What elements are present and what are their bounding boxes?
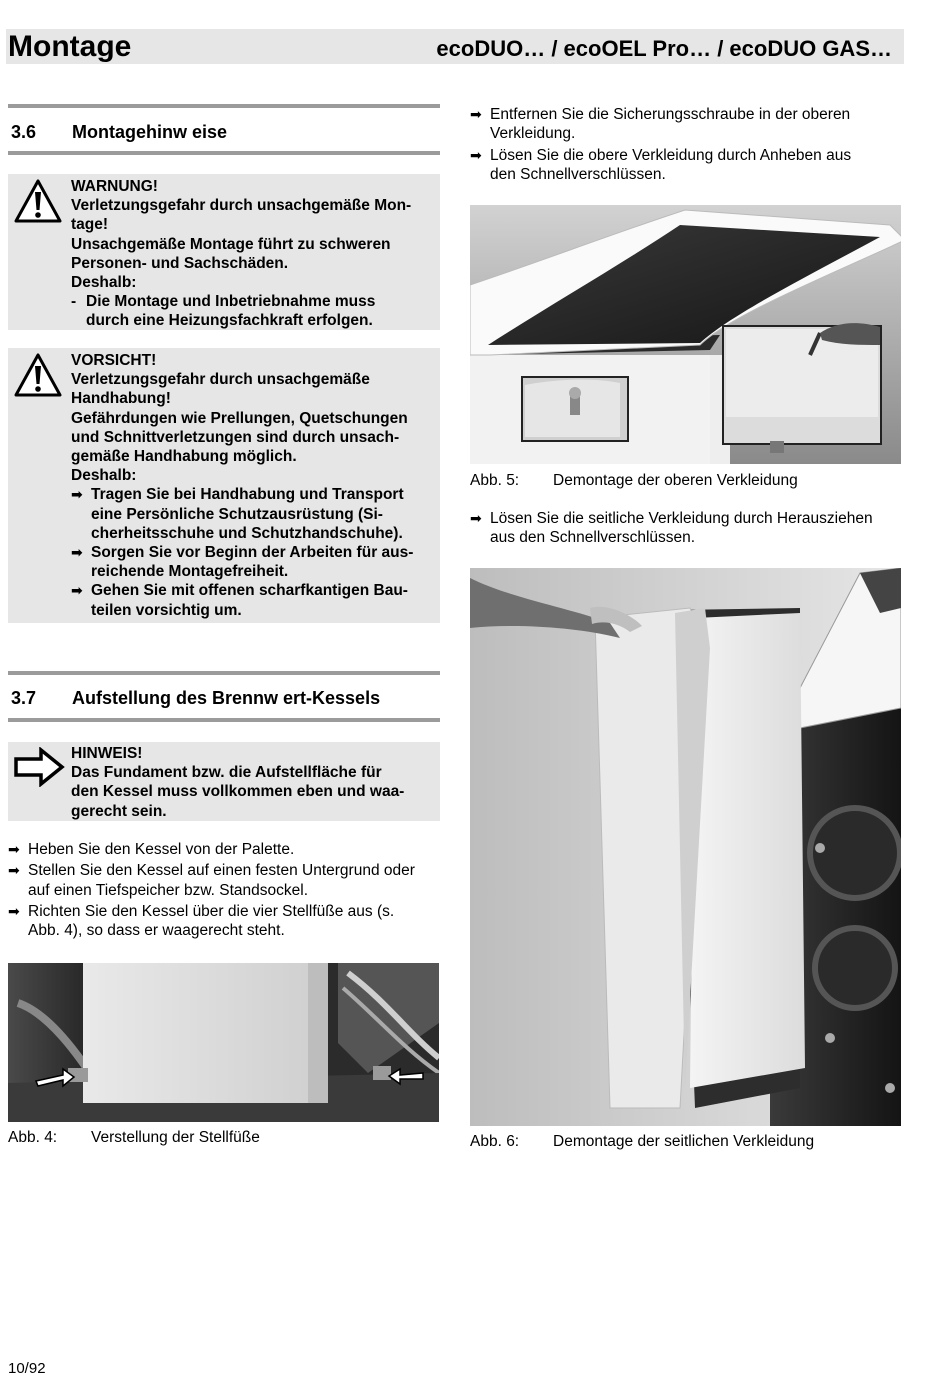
chapter-title: Montage bbox=[8, 30, 132, 63]
step-line: auf einen Tiefspeicher bzw. Standsockel. bbox=[28, 881, 309, 899]
warning-line: Unsachgemäße Montage führt zu schweren bbox=[71, 235, 391, 253]
warning-line: Deshalb: bbox=[71, 274, 137, 292]
figure-5-photo bbox=[470, 205, 901, 464]
step-line: Lösen Sie die obere Verkleidung durch Anheben aus bbox=[490, 146, 852, 164]
arrow-right-icon: ➡ bbox=[470, 106, 482, 122]
step-line: den Schnellverschlüssen. bbox=[490, 165, 666, 183]
page-number: 10/92 bbox=[8, 1360, 46, 1377]
step-line: Stellen Sie den Kessel auf einen festen Untergrund oder bbox=[28, 862, 415, 880]
figure-label: Abb. 6: bbox=[470, 1133, 520, 1150]
figure-6-caption bbox=[470, 1133, 902, 1153]
step-line: Entfernen Sie die Sicherungsschraube in der oberen bbox=[490, 106, 851, 123]
caution-line: Verletzungsgefahr durch unsachgemäße bbox=[71, 371, 370, 389]
figure-caption-text: Demontage der oberen Verkleidung bbox=[553, 472, 798, 489]
arrow-right-icon: ➡ bbox=[8, 862, 20, 879]
section-number: 3.7 bbox=[11, 688, 37, 708]
note-heading: HINWEIS! bbox=[71, 745, 143, 762]
list-item bbox=[470, 509, 910, 548]
figure-5-caption bbox=[470, 472, 902, 492]
list-item bbox=[470, 105, 910, 144]
figure-caption-text: Verstellung der Stellfüße bbox=[91, 1129, 260, 1146]
caution-line: Gehen Sie mit offenen scharfkantigen Bau- bbox=[91, 582, 408, 600]
step-line: aus den Schnellverschlüssen. bbox=[490, 529, 696, 547]
steps-list-right-mid bbox=[470, 509, 910, 550]
section-heading-3-7 bbox=[8, 671, 440, 722]
caution-text bbox=[71, 351, 436, 620]
note-box bbox=[8, 742, 440, 821]
figure-4-caption bbox=[8, 1129, 440, 1149]
step-line: Verkleidung. bbox=[490, 125, 576, 143]
arrow-right-icon: ➡ bbox=[8, 841, 20, 857]
warning-line: Die Montage und Inbetriebnahme muss bbox=[86, 293, 376, 311]
side-cover-illustration bbox=[470, 568, 901, 1126]
caution-box bbox=[8, 348, 440, 623]
caution-line: reichende Montagefreiheit. bbox=[91, 563, 289, 581]
caution-line: Gefährdungen wie Prellungen, Quetschungen bbox=[71, 409, 408, 427]
note-line: gerecht sein. bbox=[71, 802, 167, 820]
list-item bbox=[8, 840, 448, 859]
arrow-right-icon: ➡ bbox=[71, 486, 83, 503]
figure-caption-text: Demontage der seitlichen Verkleidung bbox=[553, 1133, 815, 1150]
steps-list-right-top bbox=[470, 105, 910, 186]
list-item bbox=[8, 902, 448, 941]
figure-label: Abb. 5: bbox=[470, 472, 520, 489]
arrow-right-icon: ➡ bbox=[71, 544, 83, 561]
section-number: 3.6 bbox=[11, 122, 37, 142]
warning-heading: WARNUNG! bbox=[71, 178, 158, 195]
warning-line: tage! bbox=[71, 216, 109, 234]
caution-bullet bbox=[71, 543, 436, 581]
caution-line: Handhabung! bbox=[71, 390, 171, 408]
step-line: Lösen Sie die seitliche Verkleidung durch Herausziehen bbox=[490, 510, 873, 527]
warning-triangle-icon bbox=[13, 352, 63, 398]
step-line: Heben Sie den Kessel von der Palette. bbox=[28, 841, 295, 858]
warning-dash-item bbox=[71, 292, 436, 330]
product-title: ecoDUO… / ecoOEL Pro… / ecoDUO GAS… bbox=[436, 36, 892, 61]
warning-box bbox=[8, 174, 440, 330]
step-line: Richten Sie den Kessel über die vier Stellfüße aus (s. bbox=[28, 902, 395, 920]
caution-heading: VORSICHT! bbox=[71, 352, 157, 369]
section-title: Aufstellung des Brennw ert-Kessels bbox=[72, 688, 381, 708]
arrow-right-outline-icon bbox=[13, 747, 65, 787]
caution-bullet bbox=[71, 581, 436, 619]
note-line: den Kessel muss vollkommen eben und waa- bbox=[71, 783, 405, 801]
figure-label: Abb. 4: bbox=[8, 1129, 58, 1146]
arrow-right-icon: ➡ bbox=[470, 510, 482, 526]
caution-bullet bbox=[71, 485, 436, 543]
caution-line: eine Persönliche Schutzausrüstung (Si- bbox=[91, 505, 383, 523]
warning-text bbox=[71, 177, 436, 331]
arrow-right-icon: ➡ bbox=[470, 146, 482, 163]
caution-line: und Schnittverletzungen sind durch unsach- bbox=[71, 428, 400, 446]
arrow-right-icon: ➡ bbox=[71, 582, 83, 599]
caution-line: Sorgen Sie vor Beginn der Arbeiten für aus- bbox=[91, 544, 414, 562]
note-text bbox=[71, 744, 436, 821]
dash-marker: - bbox=[71, 293, 77, 311]
warning-triangle-icon bbox=[13, 178, 63, 224]
caution-line: cherheitsschuhe und Schutzhandschuhe). bbox=[91, 524, 403, 542]
warning-line: Personen- und Sachschäden. bbox=[71, 254, 289, 272]
caution-line: gemäße Handhabung möglich. bbox=[71, 448, 297, 466]
section-title: Montagehinw eise bbox=[72, 122, 228, 142]
figure-4-photo bbox=[8, 963, 439, 1122]
boiler-feet-illustration bbox=[8, 963, 439, 1122]
note-line: Das Fundament bzw. die Aufstellfläche für bbox=[71, 764, 382, 782]
caution-line: Deshalb: bbox=[71, 467, 137, 485]
caution-line: Tragen Sie bei Handhabung und Transport bbox=[91, 486, 404, 504]
arrow-right-icon: ➡ bbox=[8, 902, 20, 919]
upper-cover-illustration bbox=[470, 205, 901, 464]
warning-line: Verletzungsgefahr durch unsachgemäße Mon- bbox=[71, 197, 412, 215]
list-item bbox=[8, 861, 448, 900]
page-header bbox=[6, 29, 904, 64]
steps-list-3-7 bbox=[8, 840, 448, 942]
step-line: Abb. 4), so dass er waagerecht steht. bbox=[28, 922, 285, 940]
section-heading-3-6 bbox=[8, 104, 440, 155]
caution-line: teilen vorsichtig um. bbox=[91, 601, 242, 619]
list-item bbox=[470, 146, 910, 185]
warning-line: durch eine Heizungsfachkraft erfolgen. bbox=[86, 312, 373, 330]
figure-6-photo bbox=[470, 568, 901, 1126]
